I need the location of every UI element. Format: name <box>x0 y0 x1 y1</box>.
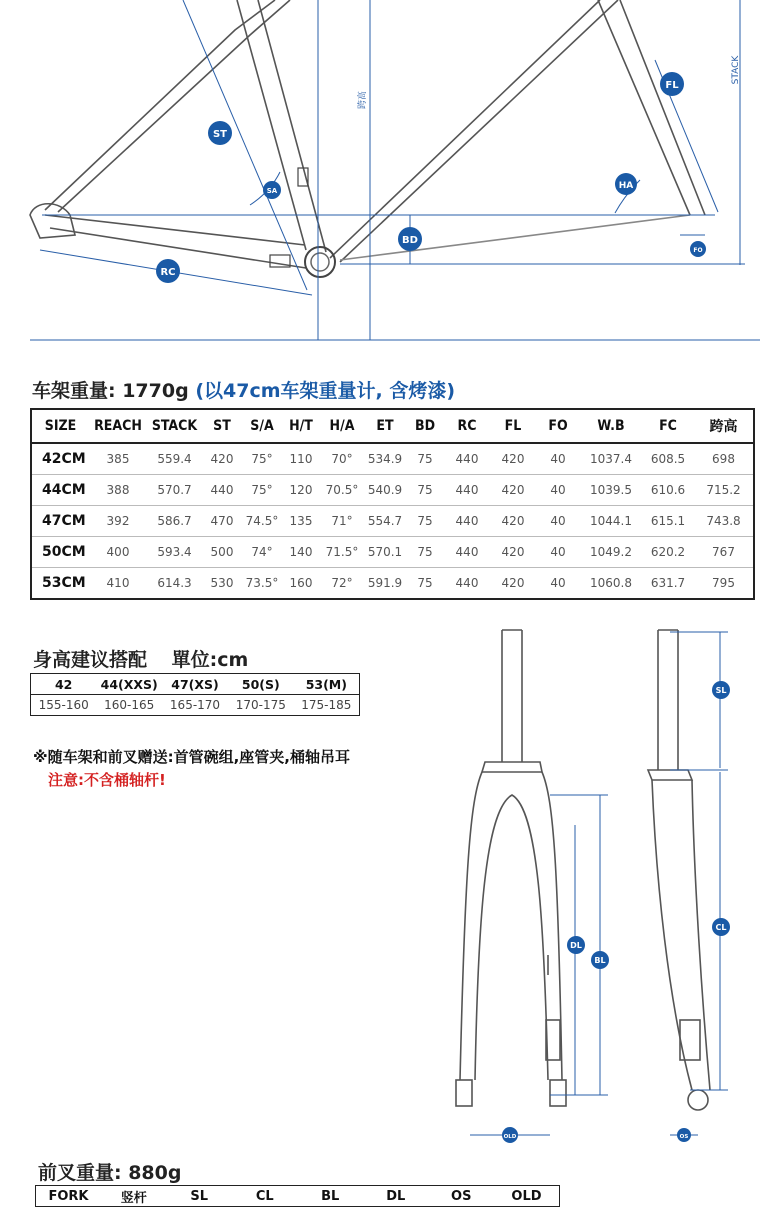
svg-text:OLD: OLD <box>503 1134 517 1140</box>
size-cell: 53CM <box>42 575 86 591</box>
value-cell: 40 <box>536 475 580 506</box>
value-cell: 1060.8 <box>590 576 632 590</box>
value-cell: 767 <box>694 537 754 568</box>
value-cell: 631.7 <box>650 576 686 590</box>
svg-text:SL: SL <box>715 686 727 695</box>
table-row <box>31 443 754 475</box>
value-cell: 75° <box>242 443 282 475</box>
header-cell: 42 <box>31 674 97 695</box>
label-fl <box>660 72 684 96</box>
value-cell: 698 <box>694 443 754 475</box>
value-cell: 74° <box>242 537 282 568</box>
table-row <box>31 506 754 537</box>
label-bd <box>398 227 422 251</box>
value-cell: 72° <box>331 576 353 590</box>
header-cell: BL <box>321 1188 340 1204</box>
value-cell: 554.7 <box>364 506 406 537</box>
height-guide-title: 身高建议搭配 <box>33 649 148 671</box>
label-os <box>677 1128 691 1142</box>
header-cell: DL <box>386 1188 406 1204</box>
value-cell: 440 <box>444 537 490 568</box>
value-cell: 608.5 <box>642 443 694 475</box>
height-value-row <box>31 695 360 716</box>
label-sl <box>712 681 730 699</box>
header-cell: SIZE <box>31 409 89 443</box>
value-cell: 40 <box>536 537 580 568</box>
value-cell: 570.7 <box>147 475 202 506</box>
label-st <box>208 121 232 145</box>
geometry-table <box>30 408 755 600</box>
value-cell: 500 <box>202 537 242 568</box>
table-row <box>31 475 754 506</box>
svg-text:DL: DL <box>570 941 582 950</box>
label-rc <box>156 259 180 283</box>
label-cl <box>712 918 730 936</box>
label-stack: STACK <box>731 55 741 85</box>
value-cell: 420 <box>490 475 536 506</box>
value-cell: 591.9 <box>367 576 403 590</box>
value-cell: 75 <box>406 537 444 568</box>
header-cell: FO <box>536 409 580 443</box>
value-cell: 440 <box>455 576 479 590</box>
svg-text:ST: ST <box>212 129 228 140</box>
header-cell: OS <box>451 1188 472 1204</box>
value-cell: 420 <box>490 443 536 475</box>
header-cell: BD <box>406 409 444 443</box>
header-cell: H/T <box>282 409 320 443</box>
value-cell: 1049.2 <box>580 537 642 568</box>
frame-geometry-diagram <box>0 0 775 345</box>
value-cell: 75 <box>406 506 444 537</box>
value-cell: 40 <box>550 576 566 590</box>
value-cell: 135 <box>282 506 320 537</box>
value-cell: 440 <box>202 475 242 506</box>
header-cell: ST <box>202 409 242 443</box>
label-standover: 跨高 <box>358 90 368 110</box>
value-cell: 160 <box>289 576 313 590</box>
value-cell: 620.2 <box>642 537 694 568</box>
value-cell: 75 <box>406 443 444 475</box>
value-cell: 120 <box>282 475 320 506</box>
value-cell: 400 <box>89 537 147 568</box>
height-guide-unit: 單位:cm <box>171 649 249 671</box>
value-cell: 534.9 <box>364 443 406 475</box>
label-dl <box>567 936 585 954</box>
header-cell: REACH <box>89 409 147 443</box>
svg-text:HA: HA <box>618 181 634 191</box>
fork-table <box>35 1185 560 1207</box>
value-cell: 175-185 <box>301 698 352 712</box>
value-cell: 420 <box>490 537 536 568</box>
value-cell: 593.4 <box>147 537 202 568</box>
value-cell: 586.7 <box>147 506 202 537</box>
value-cell: 420 <box>490 506 536 537</box>
table-row <box>31 537 754 568</box>
value-cell: 75° <box>242 475 282 506</box>
value-cell: 71.5° <box>320 537 364 568</box>
svg-text:CL: CL <box>715 923 727 932</box>
fork-header-row <box>36 1186 560 1207</box>
value-cell: 420 <box>202 443 242 475</box>
geometry-header-row <box>31 409 754 443</box>
header-cell: S/A <box>242 409 282 443</box>
height-header-row <box>31 674 360 695</box>
label-bl <box>591 951 609 969</box>
header-cell: STACK <box>147 409 202 443</box>
svg-text:BL: BL <box>594 956 606 965</box>
header-cell: 47(XS) <box>162 674 228 695</box>
value-cell: 530 <box>210 576 234 590</box>
header-cell: H/A <box>320 409 364 443</box>
header-cell: W.B <box>580 409 642 443</box>
value-cell: 74.5° <box>242 506 282 537</box>
header-cell: 44(XXS) <box>96 674 162 695</box>
svg-text:FL: FL <box>665 80 679 91</box>
value-cell: 440 <box>444 506 490 537</box>
value-cell: 71° <box>320 506 364 537</box>
svg-text:BD: BD <box>402 235 418 246</box>
svg-text:FO: FO <box>693 247 703 254</box>
value-cell: 743.8 <box>694 506 754 537</box>
header-cell: CL <box>255 1188 274 1204</box>
value-cell: 70° <box>320 443 364 475</box>
value-cell: 1037.4 <box>580 443 642 475</box>
label-ha <box>615 173 637 195</box>
value-cell: 40 <box>536 506 580 537</box>
value-cell: 610.6 <box>642 475 694 506</box>
value-cell: 1039.5 <box>580 475 642 506</box>
value-cell: 160-165 <box>104 698 155 712</box>
header-cell: SL <box>190 1188 209 1204</box>
value-cell: 140 <box>282 537 320 568</box>
svg-text:RC: RC <box>160 267 176 278</box>
value-cell: 392 <box>89 506 147 537</box>
value-cell: 410 <box>106 576 130 590</box>
value-cell: 155-160 <box>38 698 89 712</box>
label-fo <box>690 241 706 257</box>
value-cell: 795 <box>712 576 735 590</box>
value-cell: 40 <box>536 443 580 475</box>
value-cell: 715.2 <box>694 475 754 506</box>
size-cell: 44CM <box>31 475 89 506</box>
value-cell: 614.3 <box>157 576 192 590</box>
size-cell: 50CM <box>31 537 89 568</box>
value-cell: 170-175 <box>235 698 286 712</box>
value-cell: 165-170 <box>169 698 221 712</box>
value-cell: 110 <box>282 443 320 475</box>
value-cell: 540.9 <box>364 475 406 506</box>
value-cell: 440 <box>444 443 490 475</box>
warning-note: 注意:不含桶轴杆! <box>48 771 166 789</box>
value-cell: 420 <box>501 576 525 590</box>
header-cell: ET <box>364 409 406 443</box>
value-cell: 1044.1 <box>580 506 642 537</box>
header-cell: 50(S) <box>228 674 294 695</box>
header-cell: FORK <box>48 1188 89 1204</box>
svg-text:OS: OS <box>679 1134 689 1140</box>
value-cell: 385 <box>89 443 147 475</box>
frame-weight-heading <box>32 376 455 403</box>
value-cell: 615.1 <box>642 506 694 537</box>
frame-weight-note: (以47cm车架重量计, 含烤漆) <box>195 380 456 402</box>
header-cell: 53(M) <box>294 674 360 695</box>
header-cell: 竖杆 <box>120 1190 147 1206</box>
header-cell: FL <box>490 409 536 443</box>
fork-geometry-diagram <box>430 620 775 1150</box>
value-cell: 559.4 <box>147 443 202 475</box>
fork-weight-label: 前叉重量: 880g <box>38 1162 182 1184</box>
frame-weight-label: 车架重量: 1770g <box>32 380 189 402</box>
size-cell: 42CM <box>31 443 89 475</box>
size-cell: 47CM <box>31 506 89 537</box>
value-cell: 440 <box>444 475 490 506</box>
header-cell: OLD <box>511 1188 542 1204</box>
value-cell: 70.5° <box>320 475 364 506</box>
header-cell: RC <box>444 409 490 443</box>
label-old <box>502 1127 518 1143</box>
value-cell: 470 <box>202 506 242 537</box>
height-guide-table <box>30 673 360 716</box>
value-cell: 388 <box>89 475 147 506</box>
value-cell: 73.5° <box>245 576 279 590</box>
value-cell: 75 <box>417 576 433 590</box>
height-guide-heading <box>33 645 248 672</box>
header-cell: FC <box>642 409 694 443</box>
label-sa <box>263 181 281 199</box>
header-cell: 跨高 <box>694 409 754 443</box>
table-row <box>31 568 754 600</box>
included-note: ※随车架和前叉赠送:首管碗组,座管夹,桶轴吊耳 <box>33 748 350 766</box>
value-cell: 75 <box>406 475 444 506</box>
svg-text:SA: SA <box>266 187 278 195</box>
value-cell: 570.1 <box>364 537 406 568</box>
